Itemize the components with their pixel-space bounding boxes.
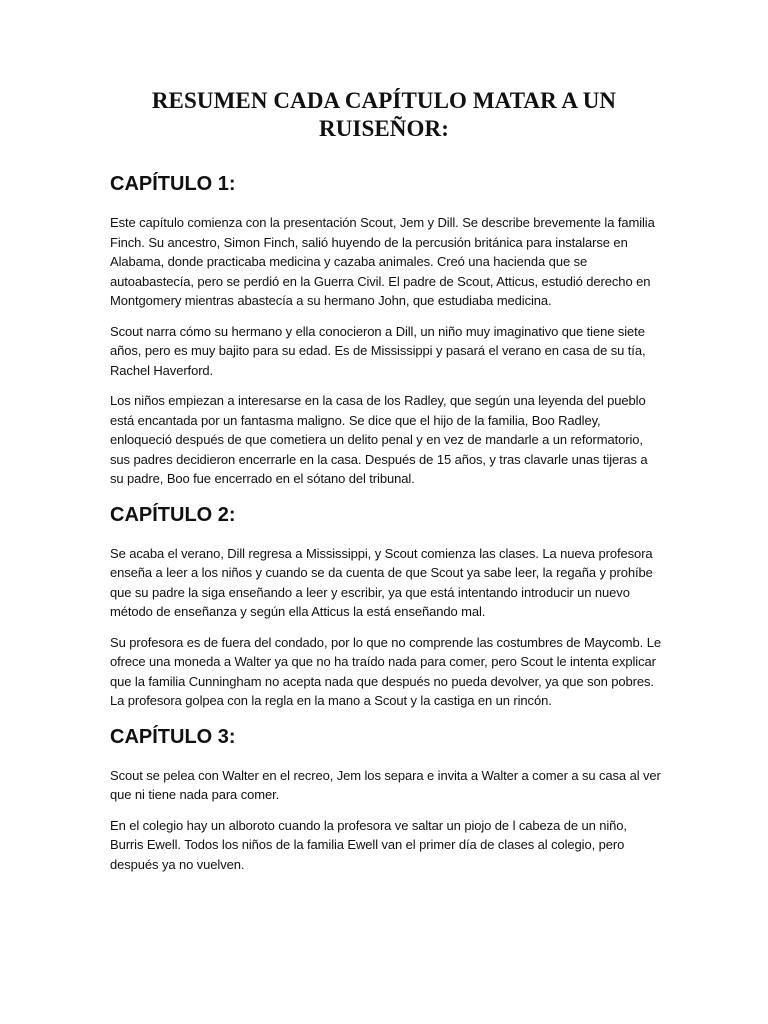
paragraph: Scout narra cómo su hermano y ella conocieron a Dill, un niño muy imaginativo que tiene siete años, pero es muy bajito para su edad. Es de Mississippi y pasará el verano en casa de su tía, Rachel Haverford. [110, 323, 646, 378]
paragraph: Scout se pelea con Walter en el recreo, Jem los separa e invita a Walter a comer a su casa al ver que ni tiene nada para comer. [110, 767, 661, 802]
chapter-3 [110, 722, 662, 875]
document-body [110, 169, 662, 885]
paragraph: Este capítulo comienza con la presentación Scout, Jem y Dill. Se describe brevemente la familia Finch. Su ancestro, Simon Finch, salió huyendo de la percusión británica para instalarse en Alabama, donde practicaba medicina y cazaba animales. Creó una hacienda que se autoabastecía, pero se perdió en la Guerra Civil. El padre de Scout, Atticus, estudió derecho en Montgomery mientras abastecía a su hermano John, que estudiaba medicina. [110, 215, 655, 308]
chapter-heading: CAPÍTULO 3: [110, 725, 236, 748]
chapter-heading: CAPÍTULO 2: [110, 503, 236, 526]
document-title: RESUMEN CADA CAPÍTULO MATAR A UN RUISEÑOR: [151, 88, 617, 141]
chapter-2 [110, 500, 662, 711]
paragraph: Su profesora es de fuera del condado, por lo que no comprende las costumbres de Maycomb. Le ofrece una moneda a Walter ya que no ha traído nada para comer, pero Scout le intenta explicar que la familia Cunningham no acepta nada que después no pueda devolver, ya que son pobres. La profesora golpea con la regla en la mano a Scout y la castiga en un rincón. [110, 634, 661, 708]
chapter-1 [110, 169, 662, 489]
paragraph: Los niños empiezan a interesarse en la casa de los Radley, que según una leyenda del pueblo está encantada por un fantasma maligno. Se dice que el hijo de la familia, Boo Radley, enloqueció después de que cometiera un delito penal y en vez de mandarle a un reformatorio, sus padres decidieron encerrarle en la casa. Después de 15 años, y tras clavarle unas tijeras a su padre, Boo fue encerrado en el sótano del tribunal. [110, 393, 648, 486]
paragraph: Se acaba el verano, Dill regresa a Mississippi, y Scout comienza las clases. La nueva profesora enseña a leer a los niños y cuando se da cuenta de que Scout ya sabe leer, la regaña y prohíbe que su padre la siga enseñando a leer y escribir, ya que está intentando introducir un nuevo método de enseñanza y según ella Atticus la está enseñando mal. [110, 545, 653, 619]
paragraph: En el colegio hay un alboroto cuando la profesora ve saltar un piojo de l cabeza de un niño, Burris Ewell. Todos los niños de la familia Ewell van el primer día de clases al colegio, pero después ya no vuelven. [110, 817, 627, 872]
chapter-heading: CAPÍTULO 1: [110, 173, 236, 195]
